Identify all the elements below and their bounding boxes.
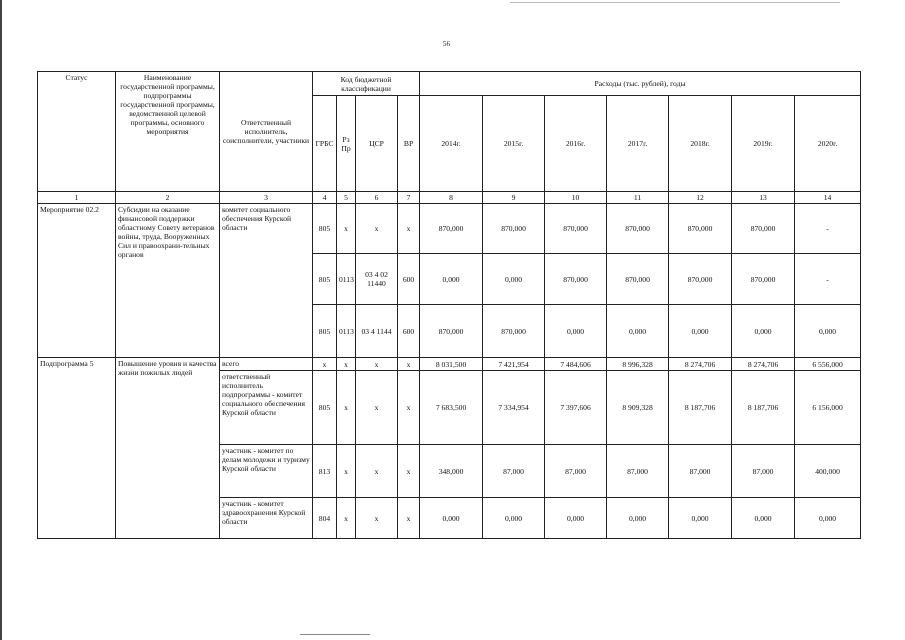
header-expenses: Расходы (тыс. рублей), годы (420, 72, 861, 96)
vr-cell: 600 (398, 254, 420, 305)
value-cell: 870,000 (732, 254, 795, 305)
header-year: 2015г. (483, 96, 545, 192)
value-cell: 0,000 (545, 305, 607, 358)
column-number: 9 (483, 192, 545, 204)
value-cell: 7 397,606 (545, 371, 607, 445)
value-cell: 870,000 (669, 254, 732, 305)
value-cell: 8 187,706 (732, 371, 795, 445)
header-year: 2019г. (732, 96, 795, 192)
value-cell: 8 187,706 (669, 371, 732, 445)
header-vr: ВР (398, 96, 420, 192)
header-grbs: ГРБС (313, 96, 337, 192)
header-csr: ЦСР (356, 96, 398, 192)
header-responsible: Ответственный исполнитель, соисполнители, участники (220, 72, 313, 192)
value-cell: 7 334,954 (483, 371, 545, 445)
value-cell: - (795, 254, 861, 305)
value-cell: - (795, 204, 861, 254)
column-number: 6 (356, 192, 398, 204)
responsible-cell: участник - комитет здравоохранения Курской области (220, 498, 313, 539)
value-cell: 87,000 (545, 445, 607, 498)
value-cell: 870,000 (607, 204, 669, 254)
value-cell: 870,000 (483, 305, 545, 358)
value-cell: 7 683,500 (420, 371, 483, 445)
value-cell: 0,000 (545, 498, 607, 539)
value-cell: 0,000 (607, 305, 669, 358)
value-cell: 0,000 (732, 305, 795, 358)
grbs-cell: 804 (313, 498, 337, 539)
value-cell: 0,000 (420, 498, 483, 539)
column-number: 1 (38, 192, 116, 204)
vr-cell: х (398, 204, 420, 254)
value-cell: 348,000 (420, 445, 483, 498)
header-year: 2017г. (607, 96, 669, 192)
grbs-cell: х (313, 358, 337, 371)
column-number: 8 (420, 192, 483, 204)
value-cell: 0,000 (420, 254, 483, 305)
value-cell: 6 156,000 (795, 371, 861, 445)
rzpr-cell: х (337, 498, 356, 539)
rzpr-cell: х (337, 358, 356, 371)
value-cell: 8 274,706 (669, 358, 732, 371)
header-year: 2016г. (545, 96, 607, 192)
event-responsible: комитет социального обеспечения Курской области (220, 204, 313, 358)
value-cell: 870,000 (607, 254, 669, 305)
column-number: 5 (337, 192, 356, 204)
budget-table (37, 71, 861, 539)
scan-edge (0, 0, 2, 640)
value-cell: 0,000 (669, 305, 732, 358)
responsible-cell: ответственный исполнитель подпрограммы - комитет социального обеспечения Курской области (220, 371, 313, 445)
column-number: 7 (398, 192, 420, 204)
grbs-cell: 813 (313, 445, 337, 498)
vr-cell: 600 (398, 305, 420, 358)
value-cell: 870,000 (732, 204, 795, 254)
csr-cell: 03 4 1144 (356, 305, 398, 358)
responsible-cell: всего (220, 358, 313, 371)
value-cell: 870,000 (545, 204, 607, 254)
grbs-cell: 805 (313, 371, 337, 445)
header-year: 2014г. (420, 96, 483, 192)
grbs-cell: 805 (313, 204, 337, 254)
csr-cell: х (356, 358, 398, 371)
value-cell: 7 484,606 (545, 358, 607, 371)
value-cell: 870,000 (483, 204, 545, 254)
value-cell: 8 274,706 (732, 358, 795, 371)
subprogram-status: Подпрограмма 5 (38, 358, 116, 539)
value-cell: 0,000 (483, 498, 545, 539)
value-cell: 87,000 (669, 445, 732, 498)
column-number: 4 (313, 192, 337, 204)
rzpr-cell: 0113 (337, 305, 356, 358)
subprogram-name: Повышение уровня и качества жизни пожилых людей (116, 358, 220, 539)
value-cell: 0,000 (483, 254, 545, 305)
header-status: Статус (38, 72, 116, 192)
column-number: 3 (220, 192, 313, 204)
value-cell: 87,000 (483, 445, 545, 498)
csr-cell: х (356, 498, 398, 539)
scan-artifact-top (510, 2, 840, 3)
table-row (38, 358, 861, 371)
responsible-cell: участник - комитет по делам молодежи и туризму Курской области (220, 445, 313, 498)
grbs-cell: 805 (313, 254, 337, 305)
csr-cell: х (356, 371, 398, 445)
vr-cell: х (398, 498, 420, 539)
value-cell: 0,000 (669, 498, 732, 539)
column-number: 12 (669, 192, 732, 204)
rzpr-cell: 0113 (337, 254, 356, 305)
csr-cell: 03 4 02 11440 (356, 254, 398, 305)
vr-cell: х (398, 358, 420, 371)
value-cell: 0,000 (732, 498, 795, 539)
event-status: Мероприятие 02.2 (38, 204, 116, 358)
scan-artifact-bottom (300, 634, 370, 635)
csr-cell: х (356, 204, 398, 254)
rzpr-cell: х (337, 445, 356, 498)
value-cell: 870,000 (669, 204, 732, 254)
header-rzpr: Рз Пр (337, 96, 356, 192)
column-number: 14 (795, 192, 861, 204)
header-year: 2020г. (795, 96, 861, 192)
column-number: 10 (545, 192, 607, 204)
value-cell: 0,000 (795, 305, 861, 358)
vr-cell: х (398, 371, 420, 445)
value-cell: 8 996,328 (607, 358, 669, 371)
column-number-row (38, 192, 861, 204)
event-name: Субсидии на оказание финансовой поддержки областному Совету ветеранов войны, труда, Вооруженных Сил и правоохрани-тельных органов (116, 204, 220, 358)
value-cell: 0,000 (795, 498, 861, 539)
value-cell: 870,000 (420, 204, 483, 254)
value-cell: 0,000 (607, 498, 669, 539)
value-cell: 870,000 (420, 305, 483, 358)
value-cell: 870,000 (545, 254, 607, 305)
value-cell: 7 421,954 (483, 358, 545, 371)
csr-cell: х (356, 445, 398, 498)
page-number: 56 (443, 40, 450, 48)
rzpr-cell: х (337, 371, 356, 445)
grbs-cell: 805 (313, 305, 337, 358)
header-name: Наименование государственной программы, подпрограммы государственной программы, ведомственной целевой программы, основного мероприятия (116, 72, 220, 192)
value-cell: 8 031,500 (420, 358, 483, 371)
vr-cell: х (398, 445, 420, 498)
value-cell: 87,000 (732, 445, 795, 498)
value-cell: 87,000 (607, 445, 669, 498)
value-cell: 6 556,000 (795, 358, 861, 371)
rzpr-cell: х (337, 204, 356, 254)
column-number: 11 (607, 192, 669, 204)
header-budget-code: Код бюджетной классификации (313, 72, 420, 96)
column-number: 13 (732, 192, 795, 204)
column-number: 2 (116, 192, 220, 204)
value-cell: 400,000 (795, 445, 861, 498)
value-cell: 8 909,328 (607, 371, 669, 445)
header-year: 2018г. (669, 96, 732, 192)
table-row (38, 204, 861, 254)
